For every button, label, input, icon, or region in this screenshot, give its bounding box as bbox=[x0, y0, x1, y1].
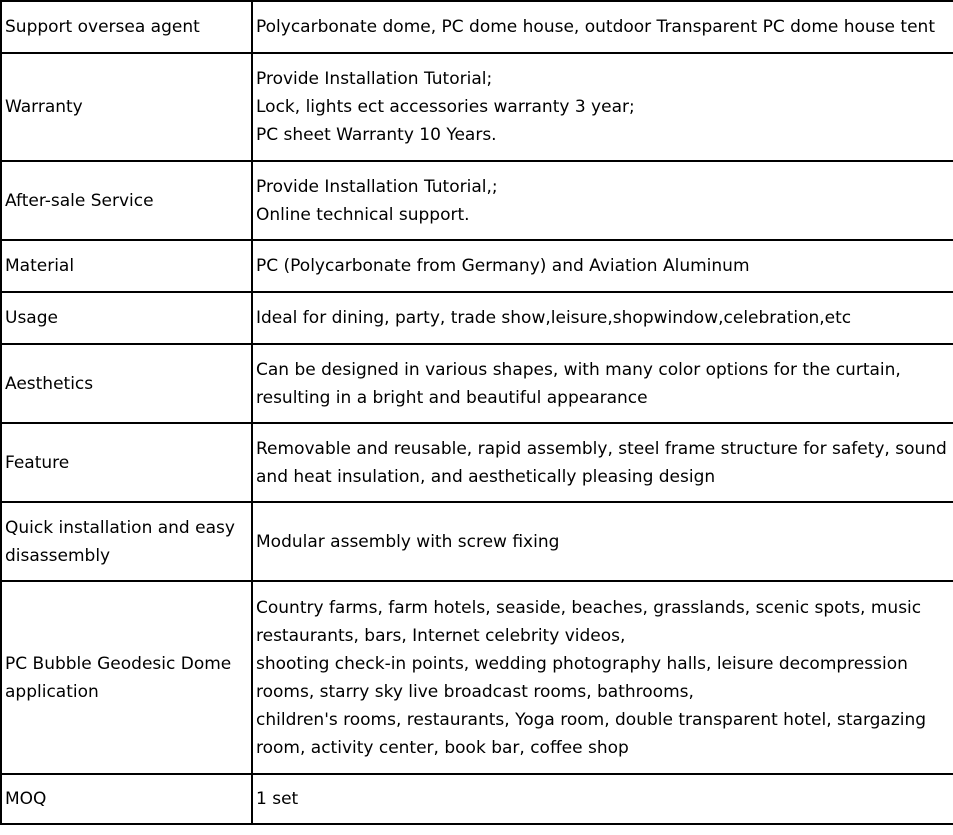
row-value bbox=[252, 1, 953, 53]
label-line: Warranty bbox=[5, 97, 83, 117]
row-label bbox=[1, 53, 252, 161]
row-value bbox=[252, 502, 953, 581]
table-row-support-oversea-agent bbox=[1, 1, 953, 53]
value-line: Ideal for dining, party, trade show,leisure,shopwindow,celebration,etc bbox=[256, 308, 852, 328]
label-line: Feature bbox=[5, 452, 70, 473]
row-label bbox=[1, 581, 252, 774]
row-label bbox=[1, 161, 252, 240]
value-line: Modular assembly with screw fixing bbox=[256, 531, 560, 552]
value-line: Provide Installation Tutorial; bbox=[256, 69, 493, 89]
row-value bbox=[252, 292, 953, 344]
label-line: disassembly bbox=[5, 545, 111, 566]
value-line: Provide Installation Tutorial,; bbox=[256, 176, 498, 197]
value-line: Can be designed in various shapes, with many color options for the curtain, bbox=[256, 359, 901, 380]
table-row-material bbox=[1, 240, 953, 292]
row-value bbox=[252, 344, 953, 423]
row-value bbox=[252, 240, 953, 292]
label-line: application bbox=[5, 681, 99, 702]
label-line: Usage bbox=[5, 308, 58, 328]
value-line: Polycarbonate dome, PC dome house, outdoor Transparent PC dome house tent bbox=[256, 17, 935, 37]
value-line: children's rooms, restaurants, Yoga room, double transparent hotel, stargazing bbox=[256, 709, 927, 730]
row-value bbox=[252, 581, 953, 774]
table-row-dome-application bbox=[1, 581, 953, 774]
label-line: Support oversea agent bbox=[5, 17, 200, 37]
row-value bbox=[252, 161, 953, 240]
value-line: PC (Polycarbonate from Germany) and Aviation Aluminum bbox=[256, 256, 750, 276]
label-line: Aesthetics bbox=[5, 373, 94, 394]
table-row-warranty bbox=[1, 53, 953, 161]
row-label bbox=[1, 423, 252, 502]
value-line: room, activity center, book bar, coffee shop bbox=[256, 737, 629, 758]
table-row-aesthetics bbox=[1, 344, 953, 423]
row-label bbox=[1, 1, 252, 53]
row-label bbox=[1, 292, 252, 344]
row-value bbox=[252, 774, 953, 824]
value-line: Lock, lights ect accessories warranty 3 year; bbox=[256, 97, 635, 117]
label-line: After-sale Service bbox=[5, 190, 154, 211]
value-line: shooting check-in points, wedding photography halls, leisure decompression bbox=[256, 653, 908, 674]
table-row-feature bbox=[1, 423, 953, 502]
row-value bbox=[252, 53, 953, 161]
value-line: Country farms, farm hotels, seaside, beaches, grasslands, scenic spots, music bbox=[256, 597, 922, 618]
table-row-after-sale-service bbox=[1, 161, 953, 240]
row-label bbox=[1, 774, 252, 824]
row-label bbox=[1, 344, 252, 423]
value-line: and heat insulation, and aesthetically pleasing design bbox=[256, 466, 716, 487]
table-row-quick-installation bbox=[1, 502, 953, 581]
value-line: PC sheet Warranty 10 Years. bbox=[256, 125, 497, 145]
value-line: rooms, starry sky live broadcast rooms, bathrooms, bbox=[256, 681, 694, 702]
row-label bbox=[1, 502, 252, 581]
value-line: restaurants, bars, Internet celebrity videos, bbox=[256, 625, 626, 646]
label-line: MOQ bbox=[5, 789, 47, 809]
row-label bbox=[1, 240, 252, 292]
table-row-moq bbox=[1, 774, 953, 824]
row-value bbox=[252, 423, 953, 502]
label-line: Quick installation and easy bbox=[5, 517, 235, 538]
label-line: PC Bubble Geodesic Dome bbox=[5, 653, 232, 674]
value-line: Removable and reusable, rapid assembly, steel frame structure for safety, sound bbox=[256, 438, 947, 459]
label-line: Material bbox=[5, 256, 75, 276]
value-line: 1 set bbox=[256, 789, 299, 809]
value-line: resulting in a bright and beautiful appearance bbox=[256, 387, 648, 408]
value-line: Online technical support. bbox=[256, 204, 470, 225]
table-row-usage bbox=[1, 292, 953, 344]
